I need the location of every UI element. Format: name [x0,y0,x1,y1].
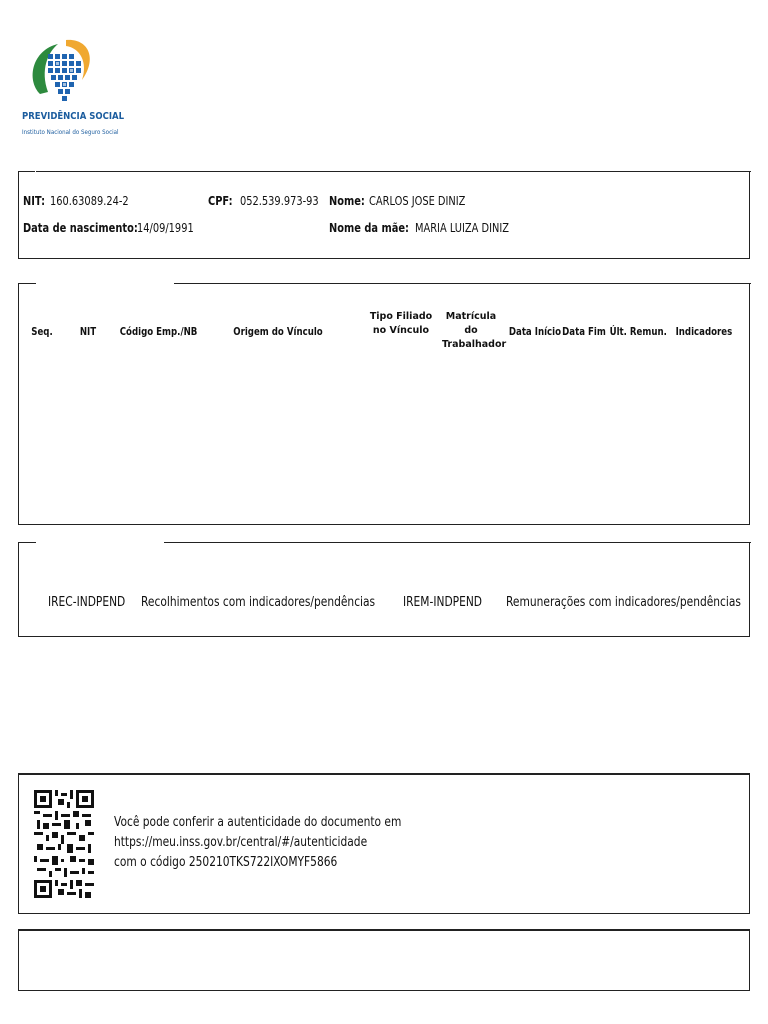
nit-value: 160.63089.24-2 [50,194,129,208]
nit-label: NIT: [23,194,46,208]
col-matricula: Matrícula do Trabalhador [442,311,507,350]
legend-code-irem: IREM-INDPEND [403,595,483,610]
previdencia-logo-icon [18,36,108,114]
logo-title: PREVIDÊNCIA SOCIAL [22,111,124,122]
cpf-value: 052.539.973-93 [240,194,319,208]
nascimento-value: 14/09/1991 [137,221,194,235]
nome-label: Nome: [329,194,365,208]
previdencia-logo [18,36,124,140]
authenticity-url[interactable]: https://meu.inss.gov.br/central/#/autenticidade [114,835,368,850]
legend-code-irec: IREC-INDPEND [48,595,126,610]
col-ult-remun: Últ. Remun. [609,326,667,338]
col-nit: NIT [79,326,97,338]
col-tipo-filiado: Tipo Filiado no Vínculo [369,311,433,336]
col-seq: Seq. [31,326,53,338]
legend-desc-irem: Remunerações com indicadores/pendências [506,595,741,610]
legend-desc-irec: Recolhimentos com indicadores/pendências [141,595,376,610]
mae-label: Nome da mãe: [329,221,409,235]
col-codigo-emp: Código Emp./NB [119,326,198,338]
qr-code [34,790,94,898]
authenticity-code: com o código 250210TKS722IXOMYF5866 [114,855,338,870]
col-indicadores: Indicadores [675,326,733,338]
col-data-inicio: Data Início [508,326,562,338]
footer-section [18,929,750,991]
mae-value: MARIA LUIZA DINIZ [415,221,510,235]
col-origem-vinculo: Origem do Vínculo [233,326,323,338]
legend-section [18,542,750,637]
nascimento-label: Data de nascimento: [23,221,138,235]
qr-code-icon [34,790,94,898]
nome-value: CARLOS JOSE DINIZ [369,194,466,208]
authenticity-line-1: Você pode conferir a autenticidade do documento em [114,815,402,830]
identification-section [18,171,750,259]
logo-subtitle: Instituto Nacional do Seguro Social [22,128,119,136]
cpf-label: CPF: [208,194,233,208]
col-data-fim: Data Fim [562,326,606,338]
